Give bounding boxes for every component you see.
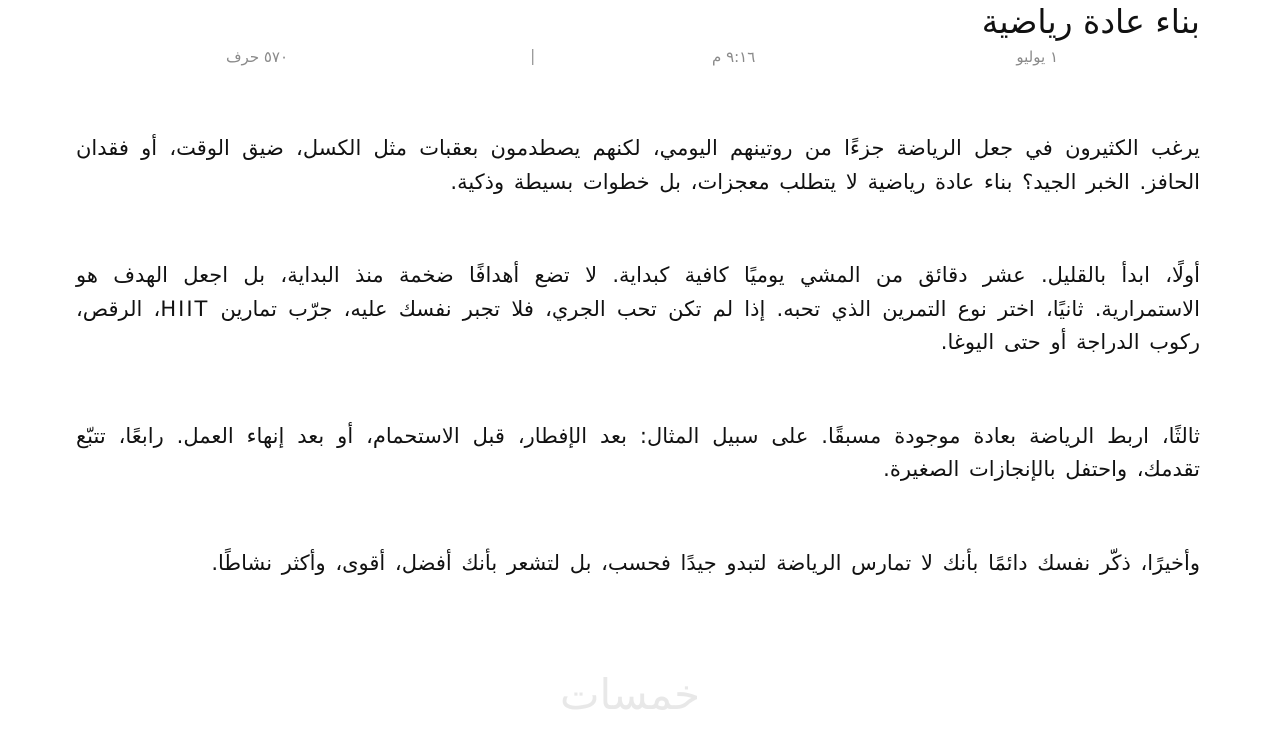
watermark-logo: خمسات: [560, 670, 701, 719]
note-date: ١ يوليو: [1016, 48, 1058, 66]
note-body[interactable]: [76, 132, 1200, 580]
paragraph-conclusion: وأخيرًا، ذكّر نفسك دائمًا بأنك لا تمارس الرياضة لتبدو جيدًا فحسب، بل لتشعر بأنك أفضل، أقوى، وأكثر نشاطًا.: [211, 550, 1200, 575]
character-count: ٥٧٠ حرف: [226, 48, 289, 66]
paragraph-third-tips: ثالثًا، اربط الرياضة بعادة موجودة مسبقًا. على سبيل المثال: بعد الإفطار، قبل الاستحمام، أو بعد إنهاء العمل. رابعًا، تتبّع تقدمك، واحتفل بالإنجازات الصغيرة.: [76, 423, 1200, 481]
note-time: ٩:١٦ م: [712, 48, 756, 66]
paragraph-intro: يرغب الكثيرون في جعل الرياضة جزءًا من روتينهم اليومي، لكنهم يصطدمون بعقبات مثل الكسل، ضيق الوقت، أو فقدان الحافز. الخبر الجيد؟ بناء عادة رياضية لا يتطلب معجزات، بل خطوات بسيطة وذكية.: [76, 136, 1200, 194]
note-title[interactable]: بناء عادة رياضية: [981, 2, 1200, 41]
paragraph-first-tips: أولًا، ابدأ بالقليل. عشر دقائق من المشي يوميًا كافية كبداية. لا تضع أهدافًا ضخمة منذ البداية، بل اجعل الهدف هو الاستمرارية. ثانيًا، اختر نوع التمرين الذي تحبه. إذا لم تكن تحب الجري، فلا تجبر نفسك عليه، جرّب تمارين HIIT، الرقص، ركوب الدراجة أو حتى اليوغا.: [76, 263, 1200, 354]
meta-separator: |: [530, 46, 537, 65]
